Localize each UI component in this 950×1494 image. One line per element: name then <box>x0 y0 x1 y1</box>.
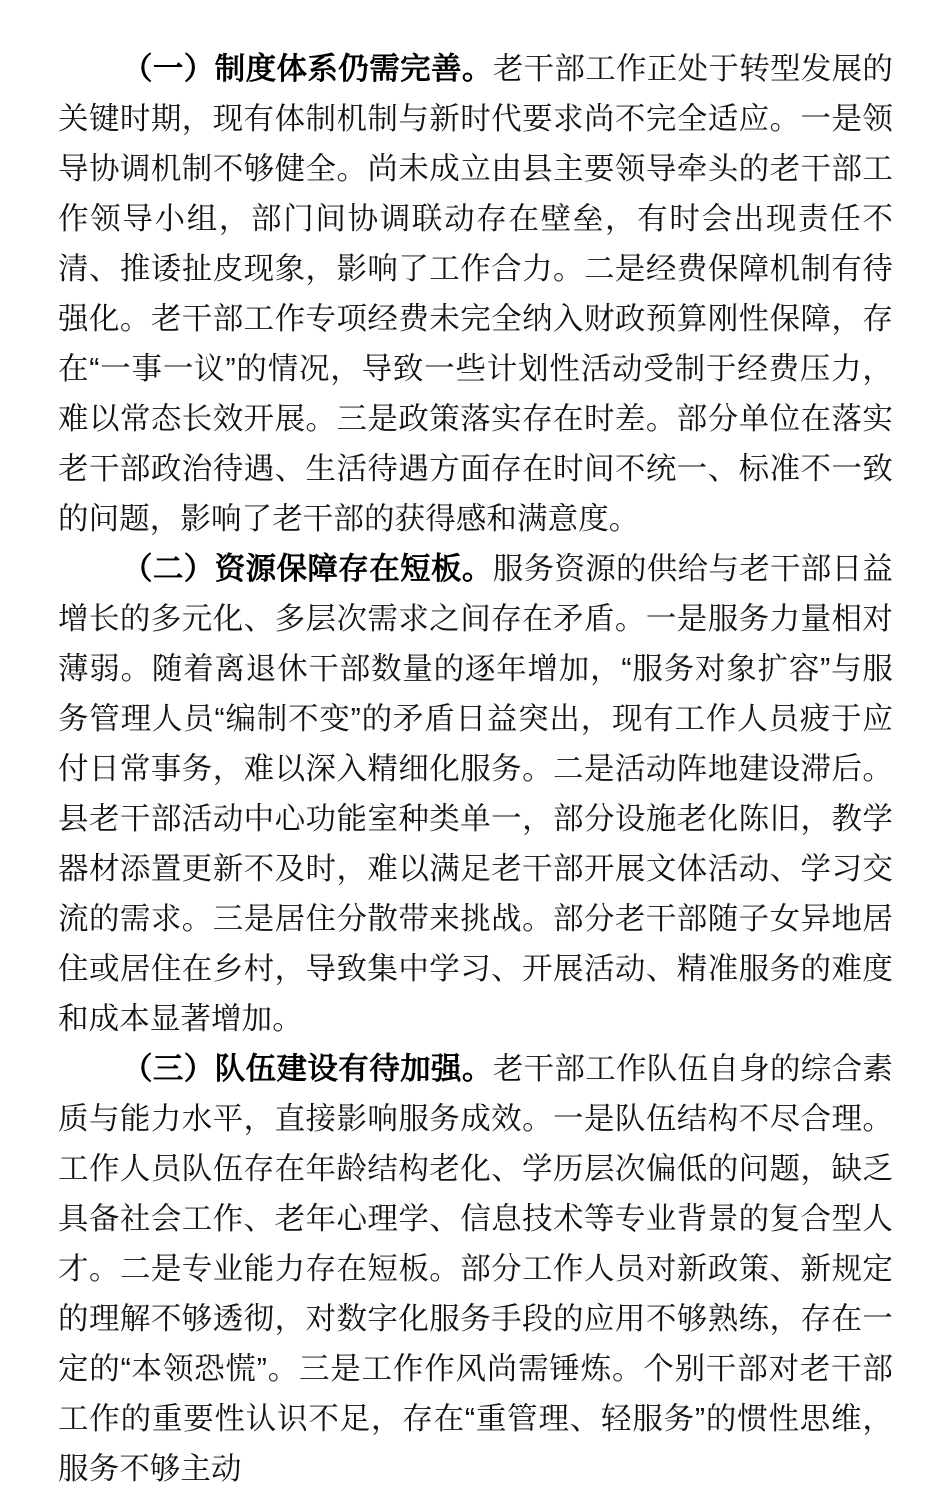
paragraph-section-two <box>58 544 893 1044</box>
section-three-heading: （三）队伍建设有待加强。 <box>122 1052 493 1086</box>
section-one-heading: （一）制度体系仍需完善。 <box>122 52 493 86</box>
document-body <box>58 44 893 1494</box>
section-two-heading: （二）资源保障存在短板。 <box>122 552 493 586</box>
paragraph-section-one <box>58 44 893 544</box>
paragraph-section-three <box>58 1044 893 1494</box>
section-one-text: 老干部工作正处于转型发展的关键时期，现有体制机制与新时代要求尚不完全适应。一是领导协调机制不够健全。尚未成立由县主要领导牵头的老干部工作领导小组，部门间协调联动存在壁垒，有时会出现责任不清、推诿扯皮现象，影响了工作合力。二是经费保障机制有待强化。老干部工作专项经费未完全纳入财政预算刚性保障，存在“一事一议”的情况，导致一些计划性活动受制于经费压力，难以常态长效开展。三是政策落实存在时差。部分单位在落实老干部政治待遇、生活待遇方面存在时间不统一、标准不一致的问题，影响了老干部的获得感和满意度。 <box>58 52 893 536</box>
section-three-text: 老干部工作队伍自身的综合素质与能力水平，直接影响服务成效。一是队伍结构不尽合理。工作人员队伍存在年龄结构老化、学历层次偏低的问题，缺乏具备社会工作、老年心理学、信息技术等专业背景的复合型人才。二是专业能力存在短板。部分工作人员对新政策、新规定的理解不够透彻，对数字化服务手段的应用不够熟练，存在一定的“本领恐慌”。三是工作作风尚需锤炼。个别干部对老干部工作的重要性认识不足，存在“重管理、轻服务”的惯性思维，服务不够主动 <box>58 1052 893 1486</box>
section-two-text: 服务资源的供给与老干部日益增长的多元化、多层次需求之间存在矛盾。一是服务力量相对薄弱。随着离退休干部数量的逐年增加，“服务对象扩容”与服务管理人员“编制不变”的矛盾日益突出，现有工作人员疲于应付日常事务，难以深入精细化服务。二是活动阵地建设滞后。县老干部活动中心功能室种类单一，部分设施老化陈旧，教学器材添置更新不及时，难以满足老干部开展文体活动、学习交流的需求。三是居住分散带来挑战。部分老干部随子女异地居住或居住在乡村，导致集中学习、开展活动、精准服务的难度和成本显著增加。 <box>58 552 893 1036</box>
